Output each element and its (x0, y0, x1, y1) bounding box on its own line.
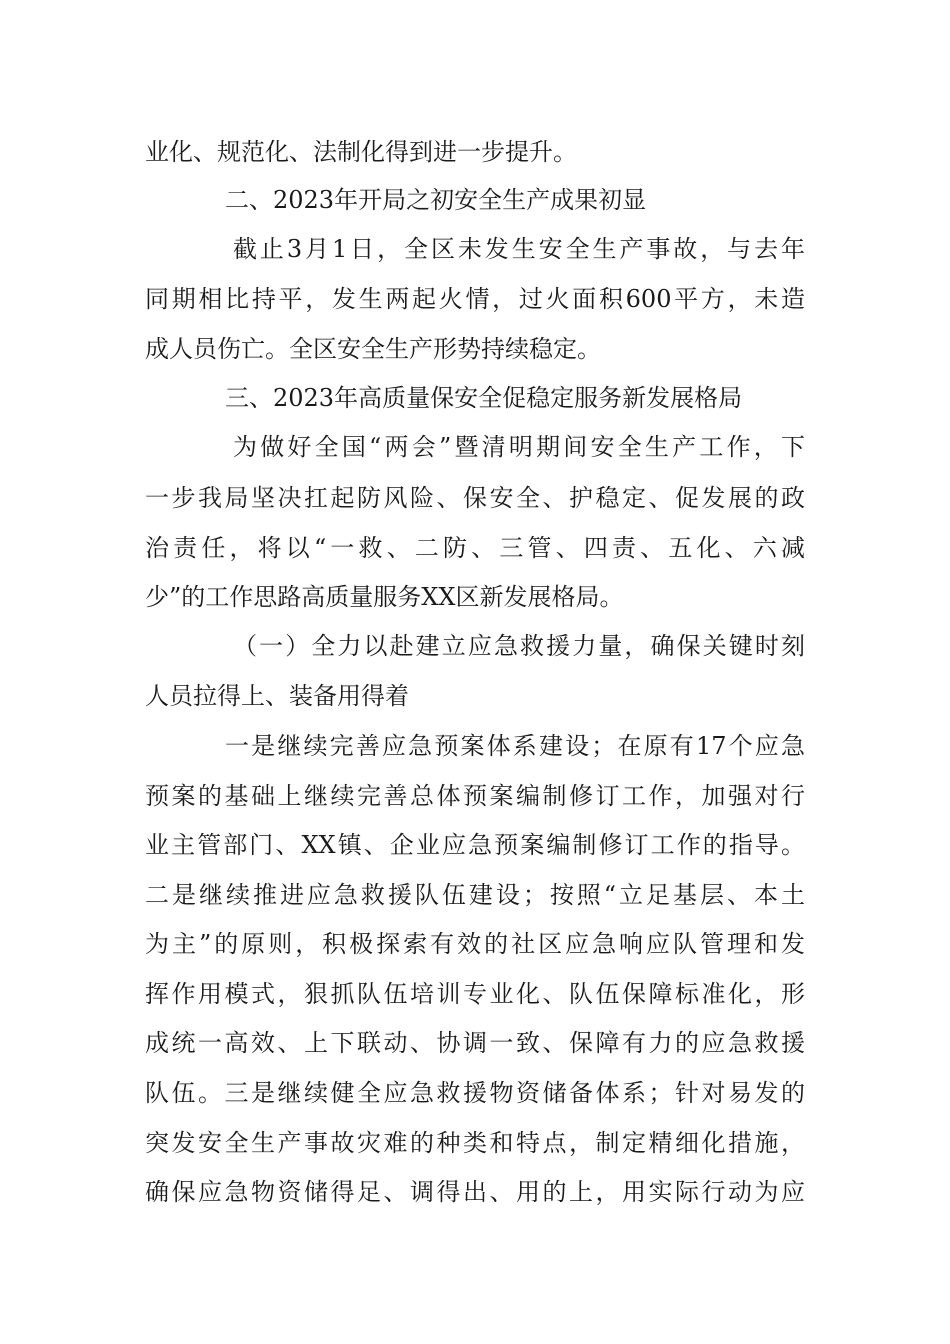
subsection-heading-1: （一）全力以赴建立应急救援力量，确保关键时刻 (233, 632, 805, 660)
text-line-8: 一步我局坚决扛起防风险、保安全、护稳定、促发展的政 (145, 484, 805, 512)
section-heading-2: 二、2023年开局之初安全生产成果初显 (225, 186, 647, 214)
section-heading-3: 三、2023年高质量保安全促稳定服务新发展格局 (225, 384, 743, 412)
text-line-22: 确保应急物资储得足、调得出、用的上，用实际行动为应 (145, 1178, 805, 1206)
text-line-20: 队伍。三是继续健全应急救援物资储备体系；针对易发的 (145, 1079, 805, 1107)
text-line-15: 业主管部门、XX镇、企业应急预案编制修订工作的指导。 (145, 831, 805, 859)
text-line-10: 少”的工作思路高质量服务XX区新发展格局。 (145, 583, 624, 611)
text-line-1: 业化、规范化、法制化得到进一步提升。 (145, 138, 577, 166)
text-line-3: 截止3月1日，全区未发生安全生产事故，与去年 (233, 235, 805, 263)
text-line-18: 挥作用模式，狠抓队伍培训专业化、队伍保障标准化，形 (145, 980, 805, 1008)
text-line-7: 为做好全国“两会”暨清明期间安全生产工作，下 (233, 433, 805, 461)
text-line-21: 突发安全生产事故灾难的种类和特点，制定精细化措施， (145, 1129, 805, 1157)
text-line-19: 成统一高效、上下联动、协调一致、保障有力的应急救援 (145, 1029, 805, 1057)
text-line-4: 同期相比持平，发生两起火情，过火面积600平方，未造 (145, 285, 805, 313)
text-line-5: 成人员伤亡。全区安全生产形势持续稳定。 (145, 335, 601, 363)
text-line-17: 为主”的原则，积极探索有效的社区应急响应队管理和发 (145, 930, 805, 958)
text-line-16: 二是继续推进应急救援队伍建设；按照“立足基层、本土 (145, 881, 805, 909)
subsection-heading-1-cont: 人员拉得上、装备用得着 (145, 682, 409, 710)
text-line-14: 预案的基础上继续完善总体预案编制修订工作，加强对行 (145, 782, 805, 810)
text-line-9: 治责任，将以“一救、二防、三管、四责、五化、六减 (145, 534, 805, 562)
text-line-13: 一是继续完善应急预案体系建设；在原有17个应急 (225, 732, 805, 760)
